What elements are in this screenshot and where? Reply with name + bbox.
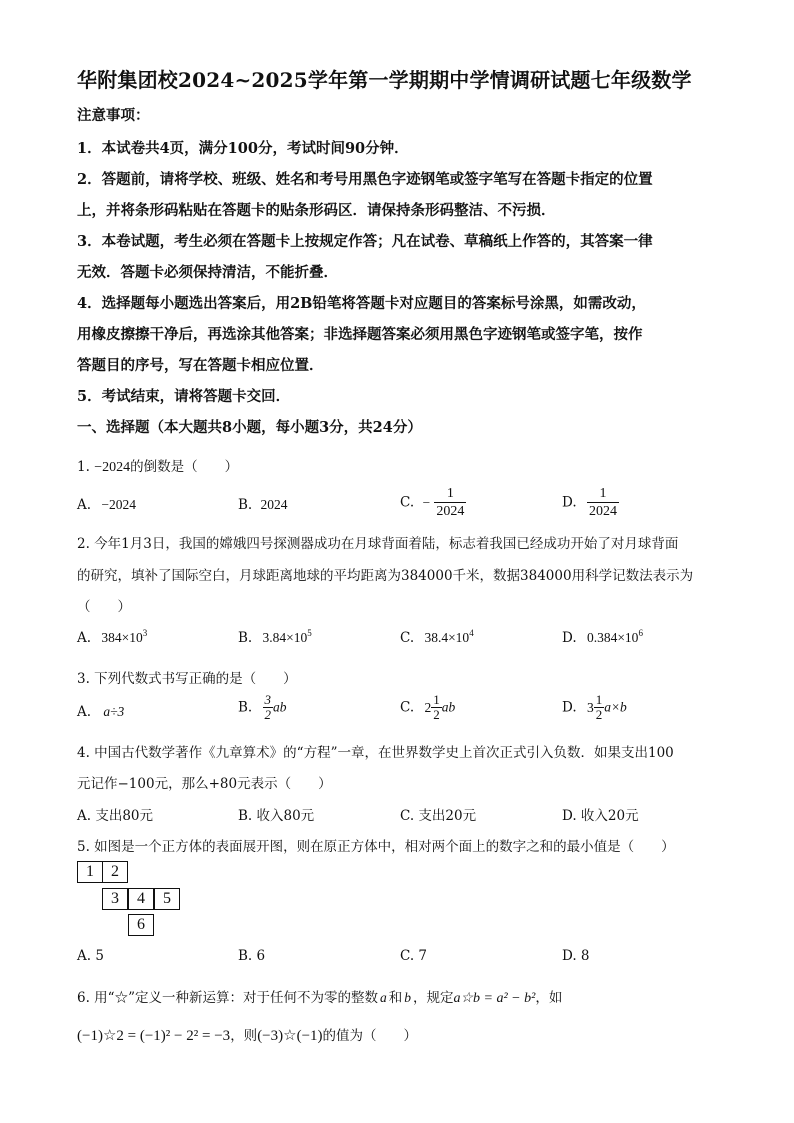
question-6-line [77, 986, 562, 1007]
option-d [562, 628, 643, 646]
net-face: 1 [77, 861, 103, 883]
option-c [400, 693, 455, 722]
variable: ab [273, 699, 287, 715]
variable: a [379, 990, 387, 1005]
question-2-line: 2. 今年1月3日，我国的嫦娥四号探测器成功在月球背面着陆，标志着我国已经成功开始了对月球背面 [77, 536, 679, 552]
question-2-line: （ ） [77, 599, 131, 615]
option-b [238, 628, 312, 646]
question-2-line: 的研究，填补了国际空白，月球距离地球的平均距离为384000千米，数据384000用科学记数法表示为 [77, 568, 694, 584]
option-label: A. [77, 497, 92, 513]
net-face: 6 [128, 914, 154, 936]
fraction [431, 693, 442, 722]
numerator: 3 [264, 692, 272, 707]
variable: b [404, 990, 411, 1005]
question-number: 1. [77, 459, 90, 475]
minus-sign: − [422, 494, 431, 510]
question-text: ，则 [230, 1028, 258, 1044]
question-3: 3. 下列代数式书写正确的是（ ） [77, 671, 297, 687]
option-b [238, 497, 288, 513]
operation-rule: a☆b = a² − b² [453, 991, 536, 1006]
option-b [238, 693, 287, 722]
option-b: B. 收入80元 [238, 808, 315, 824]
base: 384×10 [101, 630, 143, 645]
notice-line: 无效．答题卡必须保持清洁，不能折叠． [77, 264, 338, 281]
option-a: A. 支出80元 [77, 808, 154, 824]
fraction [263, 693, 274, 722]
option-label: D. [562, 630, 577, 646]
net-face: 4 [128, 888, 154, 910]
whole-part: 3 [586, 699, 594, 715]
exponent: 6 [638, 628, 643, 638]
base: 0.384×10 [586, 630, 639, 645]
fraction [434, 485, 466, 520]
section-heading: 一、选择题（本大题共8小题，每小题3分，共24分） [77, 419, 422, 436]
denominator: 2 [264, 707, 272, 722]
denominator: 2 [433, 707, 440, 722]
exponent: 5 [307, 628, 312, 638]
option-label: C. [400, 699, 415, 716]
option-value: 2024 [260, 497, 288, 512]
option-value: −2024 [101, 497, 136, 512]
question-1 [77, 455, 238, 476]
question-text: 的倒数是（ ） [130, 459, 239, 475]
question-5: 5. 如图是一个正方体的表面展开图，则在原正方体中，相对两个面上的数字之和的最小值是（ ） [77, 839, 675, 855]
option-c: C. 支出20元 [400, 808, 477, 824]
question-text: ，规定 [412, 990, 454, 1006]
option-label: C. [400, 630, 415, 646]
notice-line: 2．答题前，请将学校、班级、姓名和考号用黑色字迹钢笔或签字笔写在答题卡指定的位置 [77, 171, 653, 188]
exam-title: 华附集团校2024~2025学年第一学期期中学情调研试题七年级数学 [77, 68, 692, 92]
option-d [562, 693, 627, 722]
option-label: D. [562, 699, 577, 716]
variable: ab [441, 699, 456, 715]
numerator: 1 [433, 692, 440, 707]
option-label: D. [562, 494, 577, 511]
notice-line: 4．选择题每小题选出答案后，用2B铅笔将答题卡对应题目的答案标号涂黑，如需改动， [77, 295, 646, 312]
variable: a×b [604, 699, 627, 715]
fraction [594, 693, 605, 722]
option-c [400, 485, 466, 520]
exponent: 4 [469, 628, 474, 638]
question-4-line: 4. 中国古代数学著作《九章算术》的“方程”一章，在世界数学史上首次正式引入负数．如果支出100 [77, 745, 674, 761]
exponent: 3 [142, 628, 148, 638]
option-label: B. [238, 699, 253, 716]
whole-part: 2 [424, 699, 432, 715]
notice-line: 上，并将条形码粘贴在答题卡的贴条形码区．请保持条形码整洁、不污损． [77, 202, 556, 219]
target-expression: (−3)☆(−1) [257, 1028, 323, 1044]
question-4-line: 元记作−100元，那么+80元表示（ ） [77, 776, 332, 792]
notice-heading: 注意事项： [77, 107, 150, 124]
question-6-line [77, 1024, 417, 1045]
question-text: 和 [388, 990, 403, 1006]
question-text: 6. 用“☆”定义一种新运算：对于任何不为零的整数 [77, 990, 378, 1006]
net-face: 2 [102, 861, 128, 883]
option-a [77, 497, 136, 513]
fraction [587, 485, 619, 520]
option-value [263, 630, 312, 645]
denominator: 2024 [436, 504, 465, 519]
notice-line: 1．本试卷共4页，满分100分，考试时间90分钟． [77, 140, 409, 157]
option-c: C. 7 [400, 948, 428, 964]
option-a [77, 628, 147, 646]
option-a: A. 5 [77, 948, 104, 964]
option-value: a÷3 [103, 704, 125, 719]
numerator: 1 [595, 692, 603, 707]
option-label: B. [238, 630, 253, 646]
option-a [77, 704, 124, 720]
option-b: B. 6 [238, 948, 266, 964]
numerator: 1 [446, 486, 454, 501]
notice-line: 答题目的序号，写在答题卡相应位置． [77, 357, 324, 374]
option-d: D. 收入20元 [562, 808, 639, 824]
option-d: D. 8 [562, 948, 590, 964]
numerator: 1 [599, 486, 607, 501]
option-label: A. [77, 704, 92, 720]
option-label: B. [238, 497, 253, 513]
option-label: A. [77, 630, 92, 646]
option-d [562, 485, 619, 520]
option-value [101, 630, 147, 645]
question-text: 的值为（ ） [322, 1028, 418, 1044]
option-value [424, 630, 473, 645]
question-text: ，如 [535, 990, 563, 1006]
denominator: 2 [595, 707, 603, 722]
base: 38.4×10 [424, 630, 470, 645]
option-value [587, 630, 643, 645]
base: 3.84×10 [262, 630, 308, 645]
notice-line: 3．本卷试题，考生必须在答题卡上按规定作答；凡在试卷、草稿纸上作答的，其答案一律 [77, 233, 653, 250]
option-c [400, 628, 474, 646]
net-face: 5 [154, 888, 180, 910]
net-face: 3 [102, 888, 128, 910]
option-label: C. [400, 494, 415, 511]
notice-line: 5．考试结束，请将答题卡交回． [77, 388, 291, 405]
example-expression: (−1)☆2 = (−1)² − 2² = −3 [77, 1028, 231, 1044]
math-expression: −2024 [94, 460, 131, 475]
notice-line: 用橡皮擦擦干净后，再选涂其他答案；非选择题答案必须用黑色字迹钢笔或签字笔，按作 [77, 326, 643, 343]
denominator: 2024 [588, 504, 617, 519]
